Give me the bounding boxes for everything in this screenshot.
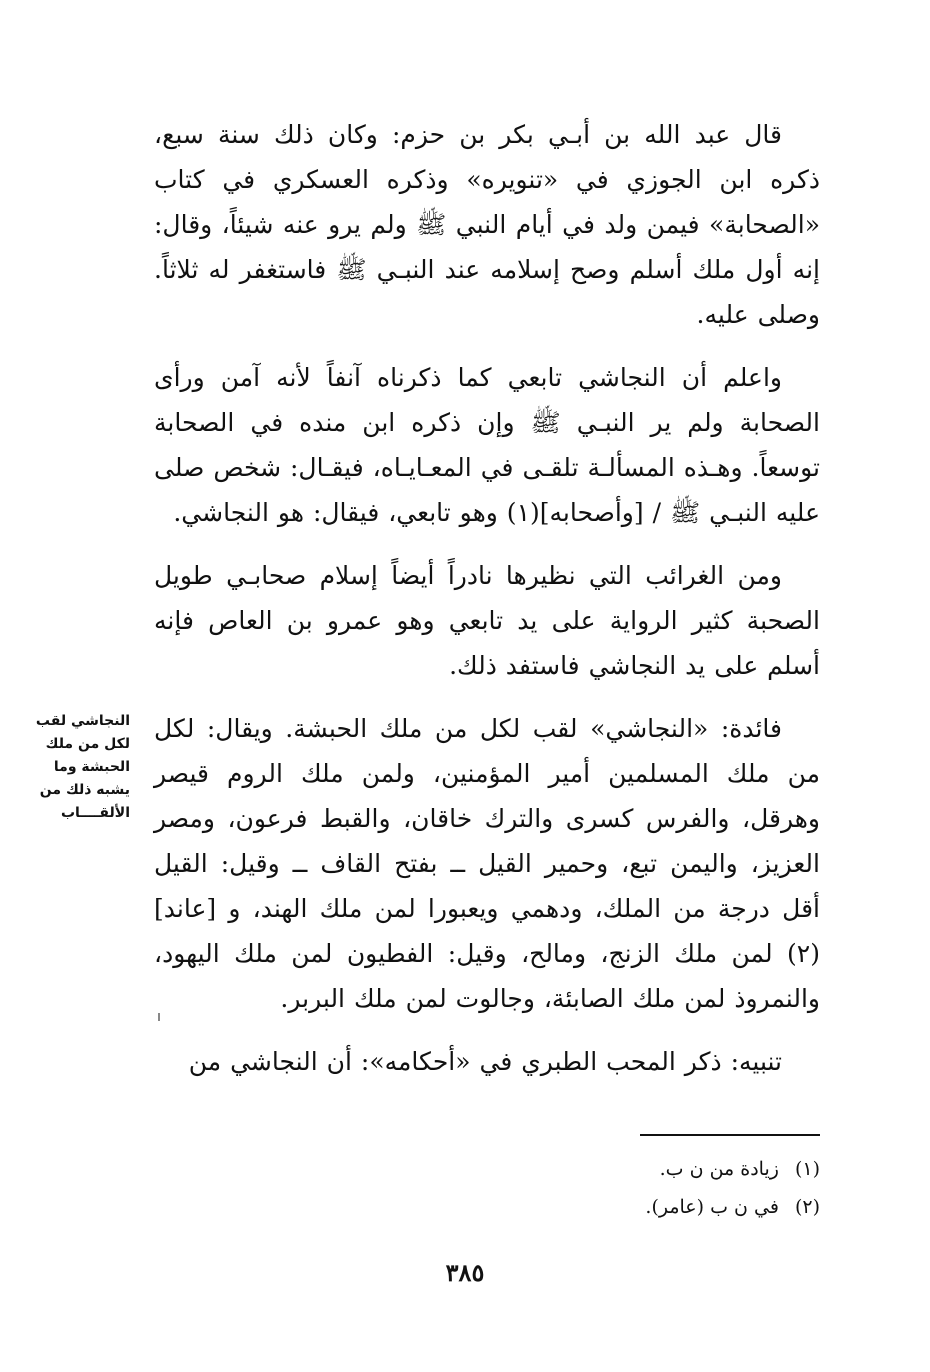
footnote-number: (١) [794, 1158, 820, 1180]
page-number: ٣٨٥ [445, 1258, 485, 1287]
stray-mark [158, 1013, 160, 1021]
footnote-number: (٢) [794, 1196, 820, 1218]
footnote-divider [640, 1134, 820, 1136]
footnote-text: زيادة من ن ب. [659, 1158, 779, 1180]
paragraph: قال عبد الله بن أبـي بكر بن حزم: وكان ذلك سنة سبع، ذكره ابن الجوزي في «تنويره» وذكره العسكري في كتاب «الصحابة» فيمن ولد في أيام النبي ﷺ ولم يرو عنه شيئاً، وقال: إنه أول ملك أسلم وصح إسلامه عند النبـي ﷺ فاستغفر له ثلاثاً. وصلى عليه. [154, 120, 820, 329]
footnote-2 [320, 1188, 820, 1226]
footnote-text: في ن ب (عامر). [645, 1196, 779, 1218]
margin-note: النجاشي لقب لكل من ملك الحبشة وما يشبه ذلك من الألقــــاب [35, 713, 130, 821]
paragraph: واعلم أن النجاشي تابعي كما ذكرناه آنفاً لأنه آمن ورأى الصحابة ولم ير النبـي ﷺ وإن ذكره ابن منده في الصحابة توسعاً. وهـذه المسألـة تلقـى في المعـايـاه، فيقـال: شخص صلى عليه النبـي ﷺ / [وأصحابه](١) وهو تابعي، فيقال: هو النجاشي. [154, 363, 820, 527]
paragraph: تنبيه: ذكر المحب الطبري في «أحكامه»: أن النجاشي من [188, 1047, 782, 1076]
footnotes [320, 1150, 820, 1226]
footnote-1 [320, 1150, 820, 1188]
paragraph: فائدة: «النجاشي» لقب لكل من ملك الحبشة. ويقال: لكل من ملك المسلمين أمير المؤمنين، ولمن ملك الروم قيصر وهرقل، والفرس كسرى والترك خاقان، والقبط فرعون، ومصر العزيز، واليمن تبع، وحمير القيل ــ بفتح القاف ــ وقيل: القيل أقل درجة من الملك، ودهمي ويعبورا لمن ملك الهند، و [عاند](٢) لمن ملك الزنج، ومالح، وقيل: الفطيون لمن ملك اليهود، والنمروذ لمن ملك الصابئة، وجالوت لمن ملك البربر. [154, 714, 820, 1013]
main-text-column [154, 112, 820, 1084]
paragraph: ومن الغرائب التي نظيرها نادراً أيضاً إسلام صحابـي طويل الصحبة كثير الرواية على يد تابعي وهو عمرو بن العاص فإنه أسلم على يد النجاشي فاستفد ذلك. [154, 561, 820, 680]
